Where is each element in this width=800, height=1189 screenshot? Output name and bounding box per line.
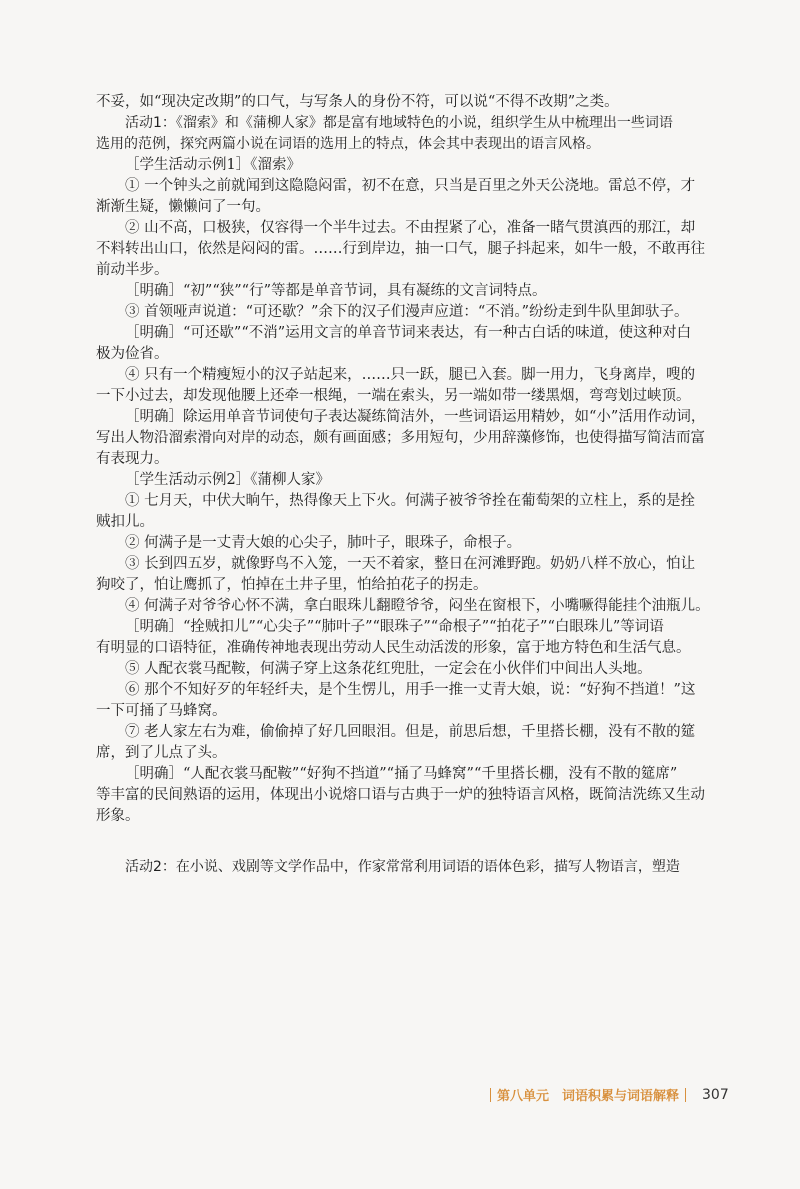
text-line: 形象。 bbox=[96, 808, 140, 824]
text-line: 等丰富的民间熟语的运用，体现出小说熔口语与古典于一炉的独特语言风格，既简洁洗练又生动 bbox=[96, 787, 705, 803]
text-line: ⑦ 老人家左右为难，偷偷掉了好几回眼泪。但是，前思后想，千里搭长棚，没有不散的筵 bbox=[125, 724, 696, 740]
text-line: 活动1：《溜索》和《蒲柳人家》都是富有地域特色的小说，组织学生从中梳理出一些词语 bbox=[125, 115, 673, 131]
text-line: ④ 何满子对爷爷心怀不满，拿白眼珠儿翻瞪爷爷，闷坐在窗根下，小嘴噘得能挂个油瓶儿。 bbox=[125, 598, 710, 614]
text-line: 一下可捅了马蜂窝。 bbox=[96, 703, 227, 719]
text-line: ［明确］“初”“狭”“行”等都是单音节词，具有凝练的文言词特点。 bbox=[125, 283, 547, 299]
text-line: 前动半步。 bbox=[96, 262, 169, 278]
text-line: 狗咬了，怕让鹰抓了，怕掉在土井子里，怕给拍花子的拐走。 bbox=[96, 577, 488, 593]
page-footer bbox=[484, 1085, 729, 1104]
text-line: ② 山不高，口极狭，仅容得一个半牛过去。不由捏紧了心，准备一睹气贯滇西的那江，却 bbox=[125, 220, 696, 236]
text-line: 活动2：在小说、戏剧等文学作品中，作家常常利用词语的语体色彩，描写人物语言，塑造 bbox=[125, 859, 680, 875]
footer-divider-right bbox=[685, 1088, 686, 1102]
body-text bbox=[96, 92, 714, 878]
text-line: ［明确］除运用单音节词使句子表达凝练简洁外，一些词语运用精妙，如“小”活用作动词， bbox=[125, 409, 706, 425]
text-line: ⑤ 人配衣裳马配鞍，何满子穿上这条花红兜肚，一定会在小伙伴们中间出人头地。 bbox=[125, 661, 652, 677]
text-line: 选用的范例，探究两篇小说在词语的选用上的特点，体会其中表现出的语言风格。 bbox=[96, 136, 600, 152]
text-line: 席，到了儿点了头。 bbox=[96, 745, 227, 761]
text-line: 贼扣儿。 bbox=[96, 514, 154, 530]
page-number: 307 bbox=[702, 1086, 729, 1103]
text-line: ［明确］“拴贼扣儿”“心尖子”“肺叶子”“眼珠子”“命根子”“拍花子”“白眼珠儿”等词语 bbox=[125, 619, 664, 635]
text-line: 渐渐生疑，懒懒问了一句。 bbox=[96, 199, 270, 215]
text-line: ② 何满子是一丈青大娘的心尖子，肺叶子，眼珠子，命根子。 bbox=[125, 535, 522, 551]
text-line: ① 一个钟头之前就闻到这隐隐闷雷，初不在意，只当是百里之外天公浇地。雷总不停，才 bbox=[125, 178, 696, 194]
text-line: ［明确］“人配衣裳马配鞍”“好狗不挡道”“捅了马蜂窝”“千里搭长棚，没有不散的筵席” bbox=[125, 766, 678, 782]
text-line: ［明确］“可还歇”“不消”运用文言的单音节词来表达，有一种古白话的味道，使这种对白 bbox=[125, 325, 692, 341]
footer-unit-label: 第八单元 词语积累与词语解释 bbox=[497, 1089, 680, 1104]
text-line: ③ 长到四五岁，就像野鸟不入笼，一天不着家，整日在河滩野跑。奶奶八样不放心，怕让 bbox=[125, 556, 696, 572]
text-line: 有表现力。 bbox=[96, 451, 169, 467]
text-line: 不料转出山口，依然是闷闷的雷。……行到岸边，抽一口气，腿子抖起来，如牛一般，不敢再往 bbox=[96, 241, 705, 257]
text-line: 有明显的口语特征，准确传神地表现出劳动人民生动活泼的形象，富于地方特色和生活气息。 bbox=[96, 640, 691, 656]
text-line: 不妥，如“现决定改期”的口气，与写条人的身份不符，可以说“不得不改期”之类。 bbox=[96, 94, 619, 110]
text-line: ［学生活动示例2］《蒲柳人家》 bbox=[125, 472, 330, 488]
footer-divider-left bbox=[490, 1088, 491, 1102]
text-line: 极为俭省。 bbox=[96, 346, 169, 362]
text-line: ［学生活动示例1］《溜索》 bbox=[125, 157, 301, 173]
text-line: 写出人物沿溜索滑向对岸的动态，颇有画面感；多用短句，少用辞藻修饰，也使得描写简洁而富 bbox=[96, 430, 705, 446]
text-line: ④ 只有一个精瘦短小的汉子站起来，……只一跃，腿已入套。脚一用力，飞身离岸，嗖的 bbox=[125, 367, 696, 383]
text-line: 一下小过去，却发现他腰上还牵一根绳，一端在索头，另一端如带一缕黑烟，弯弯划过峡顶。 bbox=[96, 388, 691, 404]
text-line: ⑥ 那个不知好歹的年轻纤夫，是个生愣儿，用手一推一丈青大娘，说：“好狗不挡道！”这 bbox=[125, 682, 696, 698]
text-line: ① 七月天，中伏大晌午，热得像天上下火。何满子被爷爷拴在葡萄架的立柱上，系的是拴 bbox=[125, 493, 696, 509]
text-line: ③ 首领哑声说道：“可还歇？”余下的汉子们漫声应道：“不消。”纷纷走到牛队里卸驮子。 bbox=[125, 304, 689, 320]
